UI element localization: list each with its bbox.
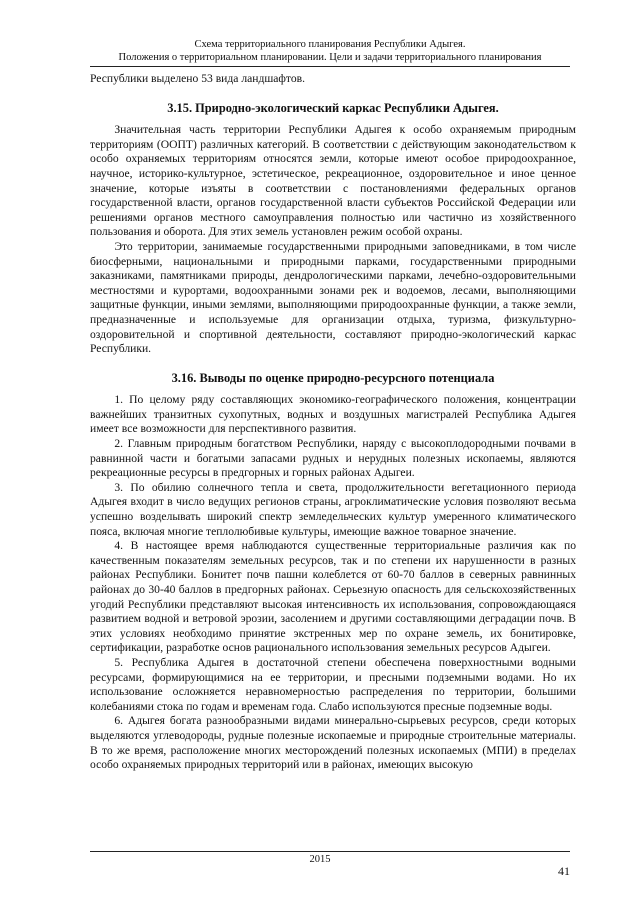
header-line-2: Положения о территориальном планировании. Цели и задачи территориального планирования <box>118 52 542 63</box>
page-number: 41 <box>558 864 570 878</box>
footer-year: 2015 <box>309 854 331 865</box>
header-rule <box>90 66 570 67</box>
header-line-1: Схема территориального планирования Республики Адыгея. <box>194 39 466 50</box>
section-3-15-title: 3.15. Природно-экологический каркас Республики Адыгея. <box>167 100 499 115</box>
document-body <box>90 72 576 773</box>
section-3-15-paragraph-2: Это территории, занимаемые государственными природными заповедниками, в том числе биосферными, национальными и природными парками, государственными природными заказниками, памятниками природы, дендрологическими парками, лечебно-оздоровительными местностями и курортами, водоохранными зонами рек и водоемов, лесами, выполняющими защитные функции, иными землями, выполняющими природоохранные функции, а также земли, предназначенные и используемые для организации отдыха, туризма, физкультурно-оздоровительной и спортивной деятельности, составляют природно-экологический каркас Республики. <box>90 239 576 356</box>
conclusion-item: 4. В настоящее время наблюдаются существенные территориальные различия как по качественным показателям земельных ресурсов, так и по степени их нарушенности в разных районах Республики. Бонитет почв пашни колеблется от 60-70 баллов в северных равнинных районах до 30-40 баллов в предгорных районах. Серьезную опасность для сельскохозяйственных угодий Республики представляют высокая интенсивность их использования, сопровождающаяся развитием водной и ветровой эрозии, засолением и другими составляющими деградации почв. В этих условиях необходимо принятие экстренных мер по охране земель, их бонитировке, сертификации, разработке основ рационального использования земельных ресурсов Адыгеи. <box>90 539 576 655</box>
conclusion-item: 6. Адыгея богата разнообразными видами минерально-сырьевых ресурсов, среди которых выделяются углеводороды, рудные полезные ископаемые и природные строительные материалы. В то же время, расположение многих месторождений полезных ископаемых (МПИ) в пределах особо охраняемых природных территорий или в районах, имеющих высокую <box>90 714 576 772</box>
conclusion-item: 3. По обилию солнечного тепла и света, продолжительности вегетационного периода Адыгея входит в число ведущих регионов страны, агроклиматические условия позволяют весьма успешно возделывать широкий спектр земледельческих культур умеренного климатического пояса, включая многие теплолюбивые культуры, имеющие важное товарное значение. <box>90 480 576 538</box>
page-header <box>90 38 570 67</box>
conclusion-item: 5. Республика Адыгея в достаточной степени обеспечена поверхностными водными ресурсами, формирующимися на ее территории, и пресными подземными водами. Но их использование осложняется неравномерностью распределения по территории, большими колебаниями стока по годам и временам года. Слабо используются пресные подземные воды. <box>90 655 576 713</box>
intro-line: Республики выделено 53 вида ландшафтов. <box>90 72 306 85</box>
conclusion-item: 1. По целому ряду составляющих экономико-географического положения, концентрации важнейших транзитных сухопутных, водных и воздушных магистралей Республика Адыгея имеет все возможности для перспективного развития. <box>90 393 576 436</box>
conclusion-item: 2. Главным природным богатством Республики, наряду с высокоплодородными почвами в равнинной части и богатыми запасами рудных и нерудных полезных ископаемы, являются рекреационные ресурсы в предгорных и горных районах Адыгеи. <box>90 437 576 480</box>
footer-rule <box>90 851 570 852</box>
section-3-15-paragraph-1: Значительная часть территории Республики Адыгея к особо охраняемым природным территориям (ООПТ) различных категорий. В соответствии с действующим законодательством к особо охраняемых территориям относятся земли, которые имеют особое природоохранное, научное, историко-культурное, эстетическое, рекреационное, оздоровительное и иное ценное значение, которые изъяты в соответствии с постановлениями федеральных органов государственной власти, органов государственной власти субъектов Российской Федерации или решениями органов местного самоуправления полностью или частично из хозяйственного пользования и оборота. Для этих земель установлен режим особой охраны. <box>90 123 576 239</box>
section-3-16-title: 3.16. Выводы по оценке природно-ресурсного потенциала <box>171 370 495 385</box>
